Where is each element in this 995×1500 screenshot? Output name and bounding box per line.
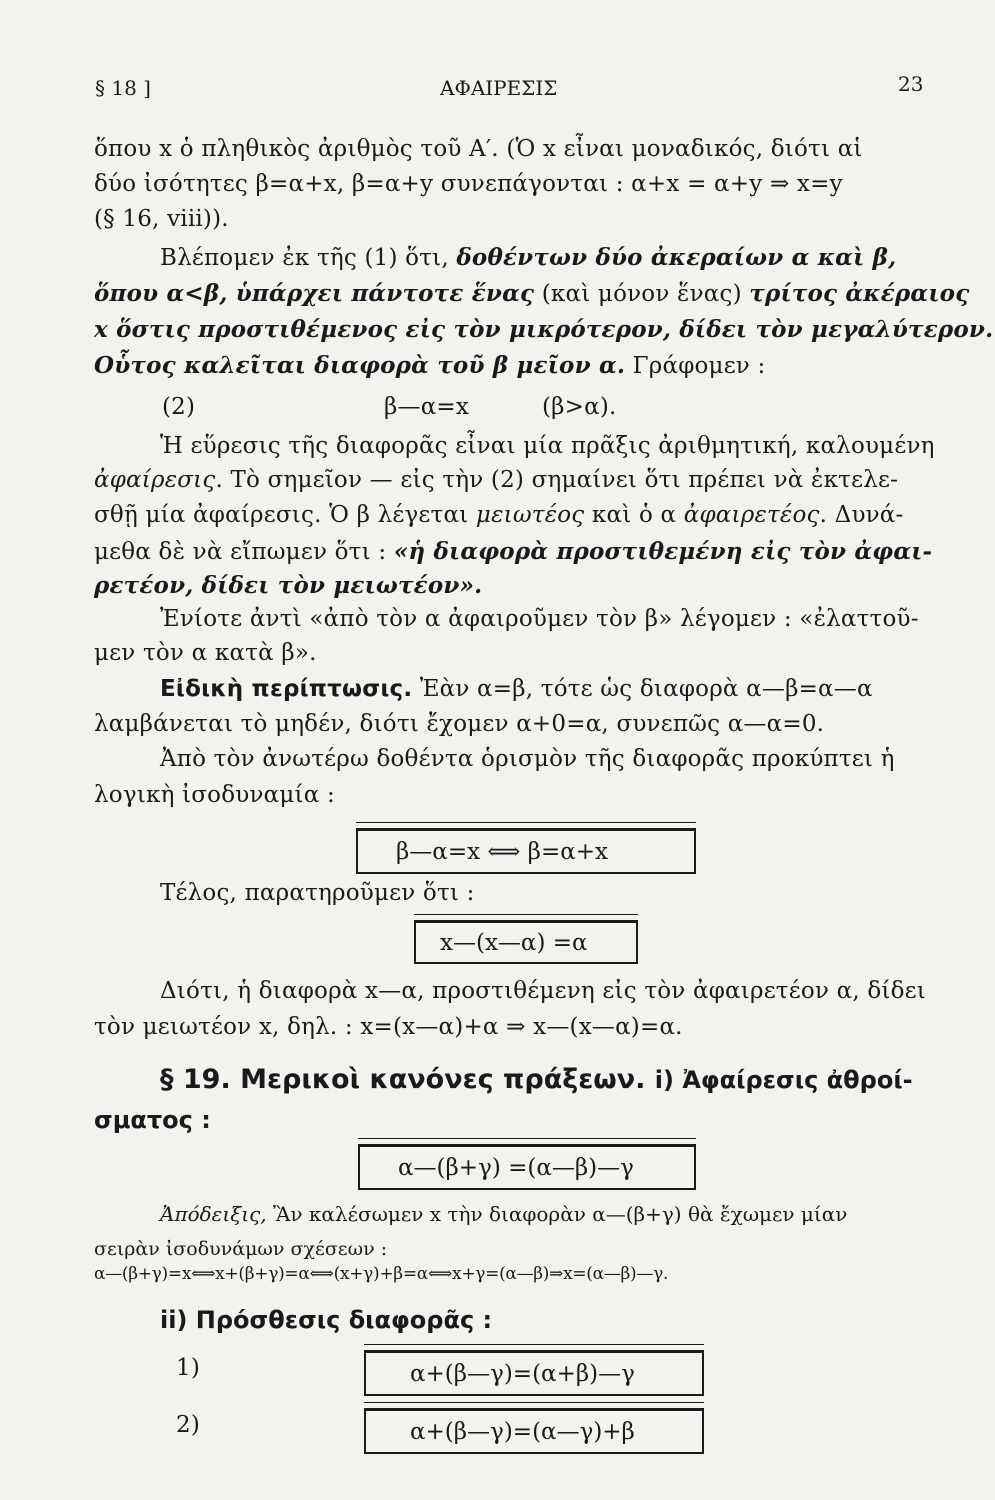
emphasis-line: ρετέον, δίδει τὸν μειωτέον». (94, 572, 483, 599)
text-run: Γράφομεν : (632, 353, 766, 379)
text-line: λογικὴ ἰσοδυναμία : (94, 782, 335, 808)
text-run: (καὶ μόνον ἕνας) (541, 281, 742, 307)
text-line: Ἀπὸ τὸν ἀνωτέρω δοθέντα ὁρισμὸν τῆς διαφορᾶς προκύπτει ἡ (160, 746, 895, 772)
text-line (160, 1202, 847, 1226)
equation-label: (2) (162, 394, 196, 420)
equation-formula: β—α=x (384, 394, 470, 420)
text-run: . Τὸ σημεῖον — εἰς τὴν (2) σημαίνει ὅτι πρέπει νὰ ἐκτελε- (215, 467, 899, 493)
identity-box (414, 920, 638, 964)
equivalence-box (356, 828, 696, 874)
text-run: καὶ ὁ α (591, 502, 677, 528)
text-line: σειρὰν ἰσοδυνάμων σχέσεων : (94, 1238, 388, 1260)
text-line: λαμβάνεται τὸ μηδέν, διότι ἔχομεν α+0=α, συνεπῶς α—α=0. (94, 711, 825, 737)
section-heading-continuation: σματος : (94, 1106, 211, 1134)
subsection-heading: ii) Πρόσθεσις διαφορᾶς : (160, 1306, 493, 1334)
text-line: Διότι, ἡ διαφορὰ x—α, προστιθέμενη εἰς τὸν ἀφαιρετέον α, δίδει (160, 978, 926, 1004)
text-line: (§ 16, viii)). (94, 206, 229, 232)
boxed-formula: x—(x—α) =α (440, 929, 588, 956)
text-line (160, 244, 896, 271)
emphasis: δοθέντων δύο ἀκεραίων α καὶ β, (456, 244, 897, 271)
text-line: Τέλος, παρατηροῦμεν ὅτι : (160, 880, 475, 906)
running-title: ΑΦΑΙΡΕΣΙΣ (440, 76, 558, 100)
text-line: τὸν μειωτέον x, δηλ. : x=(x—α)+α ⇒ x—(x—α)=α. (94, 1014, 683, 1040)
text-line: Ἡ εὕρεσις τῆς διαφορᾶς εἶναι μία πρᾶξις ἀριθμητική, καλουμένη (160, 433, 935, 459)
section-title: § 19. Μερικοὶ κανόνες πράξεων. (160, 1064, 646, 1095)
text-line (94, 467, 898, 493)
text-line (94, 502, 904, 528)
emphasis: Οὗτος καλεῖται διαφορὰ τοῦ β μεῖον α. (94, 352, 626, 379)
text-line: μεν τὸν α κατὰ β». (94, 640, 317, 666)
boxed-formula: β—α=x ⟺ β=α+x (396, 838, 609, 865)
emphasis: «ἡ διαφορὰ προστιθεμένη εἰς τὸν ἀφαι- (393, 538, 933, 565)
text-line (94, 352, 765, 379)
text-run: σθῇ μία ἀφαίρεσις. Ὁ β λέγεται (94, 502, 469, 528)
subsection-title: i) Ἀφαίρεσις ἀθροί- (654, 1066, 913, 1094)
text-run: Ἂν καλέσωμεν x τὴν διαφορὰν α—(β+γ) θὰ ἔχωμεν μίαν (273, 1202, 848, 1226)
text-line (94, 280, 969, 307)
rule-label: 1) (176, 1355, 201, 1381)
equation-condition: (β>α). (542, 394, 617, 420)
rule-box (364, 1350, 704, 1396)
term: ἀφαίρεσις (94, 467, 216, 493)
text-run: . Δυνά- (819, 502, 904, 528)
text-line: δύο ἰσότητες β=α+x, β=α+y συνεπάγονται : α+x = α+y ⇒ x=y (94, 171, 843, 197)
text-line: ὅπου x ὁ πληθικὸς ἀριθμὸς τοῦ Α′. (Ὁ x εἶναι μοναδικός, διότι αἱ (94, 136, 863, 162)
text-line (160, 676, 873, 702)
section-heading (160, 1064, 913, 1095)
rule-box (358, 1144, 696, 1190)
rule-label: 2) (176, 1412, 201, 1438)
page-number: 23 (898, 72, 924, 96)
boxed-formula: α+(β—γ)=(α+β)—γ (410, 1360, 635, 1387)
term: μειωτέος (475, 502, 585, 528)
text-run: Βλέπομεν ἐκ τῆς (1) ὅτι, (160, 245, 449, 271)
text-line: Ἐνίοτε ἀντὶ «ἀπὸ τὸν α ἀφαιροῦμεν τὸν β» λέγομεν : «ἐλαττοῦ- (160, 606, 919, 632)
text-run: μεθα δὲ νὰ εἴπωμεν ὅτι : (94, 539, 387, 565)
boxed-formula: α—(β+γ) =(α—β)—γ (398, 1154, 634, 1181)
term: ἀφαιρετέος (683, 502, 820, 528)
proof-label: Ἀπόδειξις, (160, 1202, 267, 1226)
boxed-formula: α+(β—γ)=(α—γ)+β (410, 1418, 635, 1445)
emphasis: ὅπου α<β, ὑπάρχει πάντοτε ἕνας (94, 280, 535, 307)
equivalence-chain: α—(β+γ)=x⟺x+(β+γ)=α⟺(x+γ)+β=α⟺x+γ=(α—β)⇒x=(α—β)—γ. (94, 1264, 669, 1284)
emphasis-line: x ὅστις προστιθέμενος εἰς τὸν μικρότερον, δίδει τὸν μεγαλύτερον. (94, 316, 994, 343)
special-case-heading: Εἰδικὴ περίπτωσις. (160, 676, 413, 702)
text-run: Ἐὰν α=β, τότε ὡς διαφορὰ α—β=α—α (419, 676, 873, 702)
text-line (94, 538, 932, 565)
rule-box (364, 1408, 704, 1454)
emphasis: τρίτος ἀκέραιος (749, 280, 970, 307)
section-reference: § 18 ] (95, 76, 151, 100)
